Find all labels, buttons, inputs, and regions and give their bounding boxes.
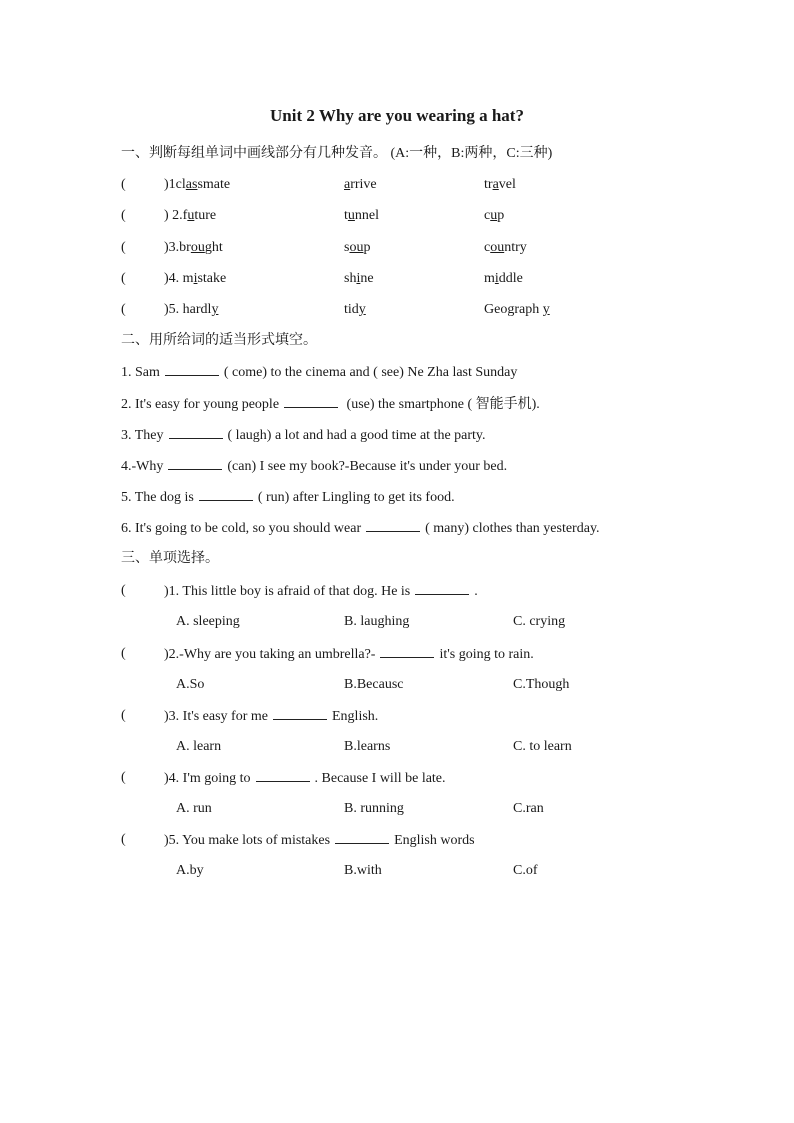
question-stem: [164, 769, 446, 788]
word-part: cl: [175, 177, 186, 192]
answer-paren[interactable]: (: [121, 240, 126, 255]
word-part: nnel: [354, 208, 379, 223]
word-part: tid: [344, 302, 359, 317]
option-c[interactable]: C.ran: [513, 801, 544, 816]
word-3: [484, 239, 527, 257]
word-part: ght: [204, 240, 223, 255]
answer-blank[interactable]: [415, 582, 469, 595]
part2-heading: 二、用所给词的适当形式填空。: [121, 333, 317, 348]
word-part: m: [182, 271, 194, 286]
item-number: [164, 207, 216, 225]
word-3: [484, 301, 550, 319]
option-c[interactable]: C.of: [513, 863, 538, 878]
fill-blank-item: [121, 519, 600, 538]
item-text: (use) the smartphone ( 智能手机).: [343, 397, 540, 412]
underlined-letters: i: [494, 271, 499, 286]
fill-blank-item: [121, 363, 517, 382]
option-b[interactable]: B.learns: [344, 739, 391, 754]
item-text: 4.-Why: [121, 459, 164, 474]
underlined-letters: ou: [349, 240, 364, 255]
underlined-letters: as: [185, 177, 198, 192]
option-c[interactable]: C. to learn: [513, 739, 572, 754]
answer-blank[interactable]: [199, 488, 253, 501]
option-a[interactable]: A. learn: [176, 739, 222, 754]
word-part: ddle: [498, 271, 523, 286]
answer-paren[interactable]: (: [121, 770, 126, 785]
item-number-label: ) 2.: [164, 208, 183, 223]
page-title: Unit 2 Why are you wearing a hat?: [270, 106, 524, 125]
option-b[interactable]: B. running: [344, 801, 404, 816]
item-text: (can) I see my book?-Because it's under your bed.: [227, 459, 508, 474]
word-part: p: [497, 208, 505, 223]
word-part: ture: [194, 208, 217, 223]
word-1: [183, 271, 227, 286]
underlined-letters: u: [490, 208, 498, 223]
underlined-letters: a: [492, 177, 499, 192]
word-3: [484, 270, 523, 288]
word-part: ne: [360, 271, 374, 286]
stem-text: .: [474, 584, 478, 599]
underlined-letters: ou: [190, 240, 205, 255]
item-number: [164, 176, 230, 194]
item-number: [164, 239, 223, 257]
option-a[interactable]: A. sleeping: [176, 614, 240, 629]
underlined-letters: a: [344, 177, 351, 192]
underlined-letters: u: [187, 208, 195, 223]
item-text: 3. They: [121, 428, 164, 443]
word-1: [183, 302, 219, 317]
item-text: ( many) clothes than yesterday.: [425, 521, 600, 536]
answer-blank[interactable]: [256, 769, 310, 782]
underlined-letters: y: [211, 302, 219, 317]
word-3: [484, 176, 516, 194]
fill-blank-item: [121, 395, 540, 414]
word-2: [344, 239, 370, 257]
answer-blank[interactable]: [169, 426, 223, 439]
option-c[interactable]: C.Though: [513, 677, 570, 692]
stem-text: it's going to rain.: [439, 647, 534, 662]
word-part: rrive: [350, 177, 377, 192]
item-number-label: )4.: [164, 271, 183, 286]
word-part: t: [344, 208, 348, 223]
item-text: ( laugh) a lot and had a good time at the party.: [227, 428, 486, 443]
word-part: f: [182, 208, 188, 223]
answer-blank[interactable]: [273, 707, 327, 720]
question-stem: [164, 831, 475, 850]
word-3: [484, 207, 504, 225]
underlined-letters: y: [358, 302, 366, 317]
item-number: [164, 301, 218, 319]
answer-blank[interactable]: [335, 831, 389, 844]
word-part: stake: [197, 271, 227, 286]
underlined-letters: i: [356, 271, 361, 286]
word-1: [176, 177, 230, 192]
stem-text: )1. This little boy is afraid of that dog. He is: [164, 584, 411, 599]
word-part: tr: [484, 177, 493, 192]
word-part: hardl: [182, 302, 212, 317]
item-number-label: )1: [164, 177, 176, 192]
item-text: 1. Sam: [121, 365, 160, 380]
fill-blank-item: [121, 426, 486, 445]
answer-blank[interactable]: [366, 519, 420, 532]
word-2: [344, 207, 379, 225]
item-text: 5. The dog is: [121, 490, 194, 505]
question-stem: [164, 582, 478, 601]
item-text: ( come) to the cinema and ( see) Ne Zha last Sunday: [223, 365, 518, 380]
option-a[interactable]: A. run: [176, 801, 212, 816]
question-stem: [164, 645, 534, 664]
option-c[interactable]: C. crying: [513, 614, 566, 629]
word-part: br: [179, 240, 191, 255]
word-2: [344, 270, 374, 288]
word-part: vel: [498, 177, 516, 192]
item-text: ( run) after Lingling to get its food.: [257, 490, 455, 505]
answer-paren[interactable]: (: [121, 583, 126, 598]
stem-text: )5. You make lots of mistakes: [164, 833, 331, 848]
stem-text: . Because I will be late.: [314, 771, 446, 786]
word-part: p: [363, 240, 371, 255]
word-part: c: [484, 240, 491, 255]
word-part: c: [484, 208, 491, 223]
answer-paren[interactable]: (: [121, 302, 126, 317]
part1-heading: 一、判断每组单词中画线部分有几种发音。 (A:一种，B:两种，C:三种): [121, 146, 553, 161]
word-part: m: [484, 271, 495, 286]
word-part: ntry: [504, 240, 527, 255]
answer-paren[interactable]: (: [121, 208, 126, 223]
word-part: s: [344, 240, 350, 255]
option-b[interactable]: B.with: [344, 863, 382, 878]
answer-paren[interactable]: (: [121, 177, 126, 192]
part3-heading: 三、单项选择。: [121, 551, 219, 566]
answer-blank[interactable]: [168, 457, 222, 470]
item-number: [164, 270, 226, 288]
underlined-letters: ou: [490, 240, 505, 255]
item-number-label: )3.: [164, 240, 180, 255]
answer-blank[interactable]: [284, 395, 338, 408]
option-a[interactable]: A.by: [176, 863, 204, 878]
stem-text: English words: [394, 833, 475, 848]
underlined-letters: u: [347, 208, 355, 223]
word-2: [344, 301, 366, 319]
word-1: [183, 208, 216, 223]
stem-text: )2.-Why are you taking an umbrella?-: [164, 647, 376, 662]
stem-text: English.: [332, 709, 379, 724]
answer-paren[interactable]: (: [121, 708, 126, 723]
item-text: 2. It's easy for young people: [121, 397, 280, 412]
fill-blank-item: [121, 457, 507, 476]
stem-text: )3. It's easy for me: [164, 709, 268, 724]
answer-paren[interactable]: (: [121, 271, 126, 286]
answer-paren[interactable]: (: [121, 832, 126, 847]
answer-paren[interactable]: (: [121, 646, 126, 661]
item-number-label: )5.: [164, 302, 183, 317]
word-part: sh: [344, 271, 357, 286]
word-1: [179, 240, 223, 255]
underlined-letters: i: [193, 271, 198, 286]
stem-text: )4. I'm going to: [164, 771, 251, 786]
option-b[interactable]: B. laughing: [344, 614, 410, 629]
answer-blank[interactable]: [380, 645, 434, 658]
fill-blank-item: [121, 488, 455, 507]
underlined-letters: y: [542, 302, 550, 317]
word-part: smate: [197, 177, 231, 192]
option-a[interactable]: A.So: [176, 677, 205, 692]
word-part: Geograph: [484, 302, 543, 317]
answer-blank[interactable]: [165, 363, 219, 376]
item-text: 6. It's going to be cold, so you should wear: [121, 521, 362, 536]
option-b[interactable]: B.Becausc: [344, 677, 404, 692]
question-stem: [164, 707, 378, 726]
word-2: [344, 176, 377, 194]
